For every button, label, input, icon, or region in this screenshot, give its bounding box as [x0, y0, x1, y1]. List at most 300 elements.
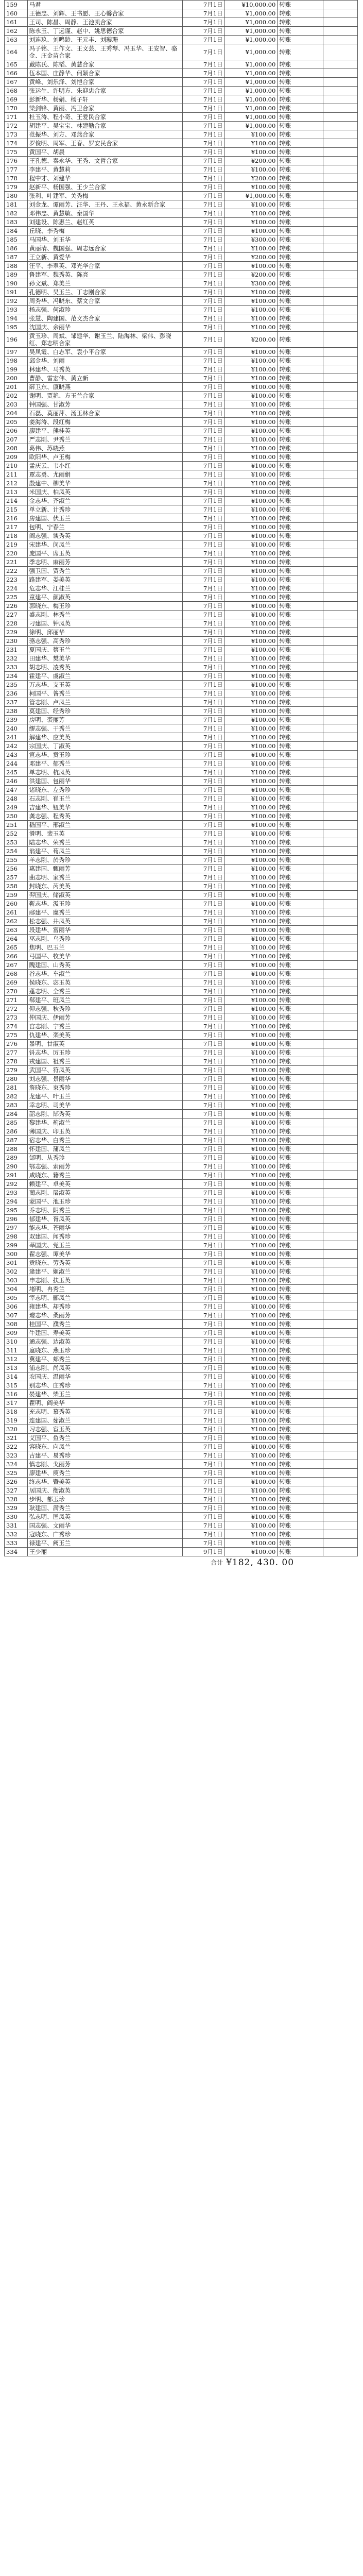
row-number: 286 [5, 1127, 28, 1136]
row-number: 314 [5, 1372, 28, 1381]
donation-amount: ¥100.00 [224, 1495, 278, 1504]
payment-method: 转账 [278, 157, 323, 165]
donor-names: 石志刚、崔玉兰 [27, 794, 182, 803]
blank-cell [323, 891, 358, 900]
blank-cell [323, 926, 358, 935]
donor-names: 逄建平、姬淑兰 [27, 1267, 182, 1276]
donor-names: 弘志明、匡凤英 [27, 1513, 182, 1521]
donation-date: 7月1日 [182, 1189, 224, 1197]
donation-date: 7月1日 [182, 540, 224, 549]
payment-method: 转账 [278, 1075, 323, 1083]
donation-date: 7月1日 [182, 602, 224, 611]
table-row [5, 1425, 358, 1434]
donation-amount: ¥100.00 [224, 435, 278, 444]
row-number: 316 [5, 1390, 28, 1399]
blank-cell [323, 558, 358, 567]
table-row [5, 777, 358, 786]
donor-names: 龚志强、程秀英 [27, 812, 182, 821]
blank-cell [323, 1224, 358, 1232]
blank-cell [323, 847, 358, 856]
blank-cell [323, 427, 358, 435]
blank-cell [323, 1092, 358, 1101]
donation-amount: ¥100.00 [224, 514, 278, 523]
blank-cell [323, 575, 358, 584]
payment-method: 转账 [278, 689, 323, 698]
blank-cell [323, 157, 358, 165]
row-number: 200 [5, 374, 28, 383]
table-row [5, 104, 358, 113]
payment-method: 转账 [278, 584, 323, 593]
row-number: 260 [5, 900, 28, 908]
donation-date: 7月1日 [182, 262, 224, 270]
blank-cell [323, 262, 358, 270]
payment-method: 转账 [278, 1162, 323, 1171]
payment-method: 转账 [278, 926, 323, 935]
donation-date: 7月1日 [182, 1206, 224, 1215]
payment-method: 转账 [278, 987, 323, 996]
row-number: 228 [5, 619, 28, 628]
table-row [5, 619, 358, 628]
table-row [5, 900, 358, 908]
donation-amount: ¥100.00 [224, 1118, 278, 1127]
row-number: 288 [5, 1145, 28, 1154]
blank-cell [323, 1197, 358, 1206]
donation-amount: ¥100.00 [224, 593, 278, 602]
payment-method: 转账 [278, 1250, 323, 1259]
blank-cell [323, 1241, 358, 1250]
donation-date: 7月1日 [182, 374, 224, 383]
donation-date: 7月1日 [182, 1215, 224, 1224]
row-number: 292 [5, 1180, 28, 1189]
donation-amount: ¥100.00 [224, 470, 278, 479]
donor-names: 刘连玖、刘鸣龄、王元丰、刘璇珊 [27, 36, 182, 44]
donor-names: 柯国平、昝秀兰 [27, 689, 182, 698]
payment-method: 转账 [278, 95, 323, 104]
row-number: 282 [5, 1092, 28, 1101]
table-row [5, 183, 358, 192]
row-number: 251 [5, 821, 28, 829]
table-row [5, 838, 358, 847]
donor-names: 耿建国、满秀兰 [27, 1504, 182, 1513]
row-number: 231 [5, 646, 28, 654]
payment-method: 转账 [278, 978, 323, 987]
row-number: 234 [5, 672, 28, 681]
donation-amount: ¥100.00 [224, 742, 278, 751]
donor-names: 解建华、应美英 [27, 733, 182, 742]
row-number: 160 [5, 9, 28, 18]
donation-date: 7月1日 [182, 1022, 224, 1031]
donation-date: 7月1日 [182, 619, 224, 628]
row-number: 250 [5, 812, 28, 821]
donation-date: 7月1日 [182, 1416, 224, 1425]
row-number: 216 [5, 514, 28, 523]
donation-amount: ¥100.00 [224, 1320, 278, 1329]
donor-names: 徐明、邱丽华 [27, 628, 182, 637]
donation-date: 7月1日 [182, 1075, 224, 1083]
row-number: 327 [5, 1486, 28, 1495]
payment-method: 转账 [278, 1329, 323, 1337]
blank-cell [323, 803, 358, 812]
donor-names: 季志明、麻丽芳 [27, 558, 182, 567]
payment-method: 转账 [278, 297, 323, 306]
donation-date: 7月1日 [182, 1171, 224, 1180]
payment-method: 转账 [278, 1197, 323, 1206]
donation-amount: ¥100.00 [224, 1364, 278, 1372]
blank-cell [323, 1302, 358, 1311]
table-row [5, 253, 358, 262]
table-row [5, 1460, 358, 1469]
payment-method: 转账 [278, 227, 323, 235]
donor-names: 居国庆、衡淑英 [27, 1486, 182, 1495]
row-number: 276 [5, 1040, 28, 1048]
donation-date: 7月1日 [182, 943, 224, 952]
blank-cell [323, 470, 358, 479]
table-row [5, 1048, 358, 1057]
blank-cell [323, 733, 358, 742]
table-row [5, 1320, 358, 1329]
total-spacer [27, 1556, 182, 1569]
table-row [5, 244, 358, 253]
donation-date: 7月1日 [182, 36, 224, 44]
payment-method: 转账 [278, 1548, 323, 1556]
table-row [5, 1399, 358, 1408]
payment-method: 转账 [278, 900, 323, 908]
donor-names: 童建平、颜淑英 [27, 593, 182, 602]
blank-cell [323, 1469, 358, 1478]
payment-method: 转账 [278, 192, 323, 200]
payment-method: 转账 [278, 838, 323, 847]
donor-names: 段建华、富丽华 [27, 926, 182, 935]
payment-method: 转账 [278, 865, 323, 873]
table-row [5, 1145, 358, 1154]
row-number: 223 [5, 575, 28, 584]
donation-amount: ¥1,000.00 [224, 192, 278, 200]
row-number: 302 [5, 1267, 28, 1276]
donation-amount: ¥1,000.00 [224, 104, 278, 113]
row-number: 201 [5, 383, 28, 392]
table-row [5, 1513, 358, 1521]
payment-method: 转账 [278, 540, 323, 549]
donor-names: 洪建国、包丽华 [27, 777, 182, 786]
donor-names: 牛建国、寿美英 [27, 1329, 182, 1337]
donor-names: 詹晓东、束秀珍 [27, 1083, 182, 1092]
blank-cell [323, 602, 358, 611]
table-row [5, 1478, 358, 1486]
blank-cell [323, 192, 358, 200]
donor-names: 雍建华、却秀珍 [27, 1302, 182, 1311]
total-row [5, 1556, 358, 1569]
donor-names: 刘志强、景丽华 [27, 1075, 182, 1083]
payment-method: 转账 [278, 961, 323, 970]
donation-amount: ¥100.00 [224, 1241, 278, 1250]
donation-date: 7月1日 [182, 891, 224, 900]
row-number: 202 [5, 392, 28, 400]
payment-method: 转账 [278, 672, 323, 681]
donation-date: 7月1日 [182, 900, 224, 908]
row-number: 241 [5, 733, 28, 742]
donation-amount: ¥100.00 [224, 549, 278, 558]
blank-cell [323, 540, 358, 549]
donation-amount: ¥1,000.00 [224, 87, 278, 95]
blank-cell [323, 1478, 358, 1486]
payment-method: 转账 [278, 786, 323, 794]
donation-date: 7月1日 [182, 18, 224, 27]
row-number: 295 [5, 1206, 28, 1215]
row-number: 193 [5, 306, 28, 314]
row-number: 225 [5, 593, 28, 602]
payment-method: 转账 [278, 1118, 323, 1127]
payment-method: 转账 [278, 332, 323, 348]
payment-method: 转账 [278, 943, 323, 952]
row-number: 226 [5, 602, 28, 611]
table-row [5, 409, 358, 418]
payment-method: 转账 [278, 751, 323, 759]
blank-cell [323, 183, 358, 192]
donation-amount: ¥100.00 [224, 786, 278, 794]
table-row [5, 1101, 358, 1110]
donation-date: 7月1日 [182, 1083, 224, 1092]
donation-amount: ¥100.00 [224, 297, 278, 306]
row-number: 167 [5, 78, 28, 87]
donation-amount: ¥100.00 [224, 1329, 278, 1337]
total-label: 合计 [211, 1559, 223, 1566]
donation-date: 7月1日 [182, 1224, 224, 1232]
donation-date: 7月1日 [182, 1259, 224, 1267]
donation-date: 7月1日 [182, 1390, 224, 1399]
donation-amount: ¥100.00 [224, 724, 278, 733]
row-number: 210 [5, 462, 28, 470]
donation-date: 7月1日 [182, 148, 224, 157]
table-row [5, 470, 358, 479]
blank-cell [323, 122, 358, 130]
donation-amount: ¥100.00 [224, 1408, 278, 1416]
donation-amount: ¥100.00 [224, 926, 278, 935]
table-row [5, 9, 358, 18]
donor-names: 隗建国、山秀英 [27, 961, 182, 970]
donation-date: 7月1日 [182, 1451, 224, 1460]
donation-amount: ¥200.00 [224, 174, 278, 183]
donation-date: 7月1日 [182, 663, 224, 672]
donation-amount: ¥200.00 [224, 157, 278, 165]
row-number: 247 [5, 786, 28, 794]
row-number: 330 [5, 1513, 28, 1521]
donation-date: 7月1日 [182, 505, 224, 514]
donor-names: 松志强、井凤英 [27, 917, 182, 926]
table-row [5, 78, 358, 87]
payment-method: 转账 [278, 716, 323, 724]
donor-names: 侯晓东、宓玉英 [27, 978, 182, 987]
payment-method: 转账 [278, 288, 323, 297]
donor-names: 单立新、计秀珍 [27, 505, 182, 514]
row-number: 218 [5, 532, 28, 540]
payment-method: 转账 [278, 1101, 323, 1110]
donor-names: 单志明、杭凤英 [27, 768, 182, 777]
donation-date: 7月1日 [182, 165, 224, 174]
donation-amount: ¥100.00 [224, 165, 278, 174]
table-row [5, 1408, 358, 1416]
row-number: 182 [5, 209, 28, 218]
table-row [5, 262, 358, 270]
row-number: 171 [5, 113, 28, 122]
row-number: 262 [5, 917, 28, 926]
table-row [5, 235, 358, 244]
donor-names: 戎建国、祖秀兰 [27, 1057, 182, 1066]
donation-amount: ¥100.00 [224, 1048, 278, 1057]
table-row [5, 1206, 358, 1215]
payment-method: 转账 [278, 742, 323, 751]
donor-names: 路建军、娄美英 [27, 575, 182, 584]
donation-amount: ¥1,000.00 [224, 113, 278, 122]
blank-cell [323, 1285, 358, 1294]
donor-names: 容晓东、向凤兰 [27, 1443, 182, 1451]
blank-cell [323, 1416, 358, 1425]
donation-date: 7月1日 [182, 479, 224, 488]
row-number: 285 [5, 1118, 28, 1127]
donation-amount: ¥100.00 [224, 558, 278, 567]
donor-names: 郭晓东、梅玉珍 [27, 602, 182, 611]
donation-amount: ¥100.00 [224, 654, 278, 663]
donor-names: 蔺志刚、屠淑英 [27, 1189, 182, 1197]
payment-method: 转账 [278, 139, 323, 148]
row-number: 275 [5, 1031, 28, 1040]
table-row [5, 1224, 358, 1232]
payment-method: 转账 [278, 1302, 323, 1311]
donation-amount: ¥100.00 [224, 1486, 278, 1495]
donation-amount: ¥100.00 [224, 794, 278, 803]
payment-method: 转账 [278, 218, 323, 227]
donor-names: 刘金龙、谭丽芳、汪华、王丹、王永福、黄永新合家 [27, 200, 182, 209]
donor-names: 寇晓东、广秀珍 [27, 1530, 182, 1539]
payment-method: 转账 [278, 365, 323, 374]
donor-names: 房建国、伏玉兰 [27, 514, 182, 523]
payment-method: 转账 [278, 1005, 323, 1013]
blank-cell [323, 1425, 358, 1434]
donation-date: 7月1日 [182, 961, 224, 970]
blank-cell [323, 961, 358, 970]
donation-amount: ¥100.00 [224, 262, 278, 270]
blank-cell [323, 812, 358, 821]
donation-date: 7月1日 [182, 838, 224, 847]
blank-cell [323, 1320, 358, 1329]
donor-names: 郗建平、班凤兰 [27, 996, 182, 1005]
donation-date: 7月1日 [182, 1425, 224, 1434]
donor-names: 戴陈氏、陈韬、黄慧合家 [27, 60, 182, 69]
table-row [5, 1294, 358, 1302]
table-row [5, 803, 358, 812]
payment-method: 转账 [278, 935, 323, 943]
table-row [5, 400, 358, 409]
table-row [5, 192, 358, 200]
donation-date: 7月1日 [182, 1530, 224, 1539]
row-number: 256 [5, 865, 28, 873]
donation-date: 7月1日 [182, 1320, 224, 1329]
donation-date: 7月1日 [182, 812, 224, 821]
row-number: 164 [5, 44, 28, 60]
blank-cell [323, 865, 358, 873]
donor-names: 田建华、樊美华 [27, 654, 182, 663]
table-row [5, 1469, 358, 1478]
row-number: 333 [5, 1539, 28, 1548]
table-row [5, 1083, 358, 1092]
donation-date: 7月1日 [182, 803, 224, 812]
table-row [5, 593, 358, 602]
row-number: 255 [5, 856, 28, 865]
payment-method: 转账 [278, 69, 323, 78]
payment-method: 转账 [278, 348, 323, 357]
donation-amount: ¥100.00 [224, 139, 278, 148]
table-row [5, 218, 358, 227]
donor-names: 武国平、符凤英 [27, 1066, 182, 1075]
row-number: 161 [5, 18, 28, 27]
table-row [5, 297, 358, 306]
donation-amount: ¥100.00 [224, 374, 278, 383]
donation-date: 7月1日 [182, 865, 224, 873]
donation-date: 7月1日 [182, 1329, 224, 1337]
donation-date: 7月1日 [182, 235, 224, 244]
donation-amount: ¥100.00 [224, 961, 278, 970]
blank-cell [323, 1031, 358, 1040]
donation-date: 7月1日 [182, 122, 224, 130]
donation-amount: ¥100.00 [224, 891, 278, 900]
payment-method: 转账 [278, 882, 323, 891]
row-number: 294 [5, 1197, 28, 1206]
donation-amount: ¥100.00 [224, 227, 278, 235]
donation-amount: ¥100.00 [224, 768, 278, 777]
donation-amount: ¥100.00 [224, 1022, 278, 1031]
table-row [5, 462, 358, 470]
blank-cell [323, 970, 358, 978]
donation-amount: ¥100.00 [224, 1390, 278, 1399]
table-row [5, 1267, 358, 1276]
payment-method: 转账 [278, 148, 323, 157]
blank-cell [323, 444, 358, 453]
donor-names: 宰志明、郦凤兰 [27, 1294, 182, 1302]
donation-amount: ¥100.00 [224, 209, 278, 218]
donation-amount: ¥100.00 [224, 1101, 278, 1110]
donation-date: 7月1日 [182, 970, 224, 978]
donor-names: 嵇国平、邢淑兰 [27, 821, 182, 829]
donation-amount: ¥1,000.00 [224, 122, 278, 130]
payment-method: 转账 [278, 1460, 323, 1469]
payment-method: 转账 [278, 1478, 323, 1486]
table-row [5, 1162, 358, 1171]
donation-amount: ¥100.00 [224, 1469, 278, 1478]
donation-date: 7月1日 [182, 733, 224, 742]
payment-method: 转账 [278, 1504, 323, 1513]
donor-names: 廖建华、庾秀兰 [27, 1469, 182, 1478]
payment-method: 转账 [278, 575, 323, 584]
donor-names: 国志强、文丽华 [27, 1521, 182, 1530]
table-row [5, 751, 358, 759]
donation-amount: ¥100.00 [224, 479, 278, 488]
donation-date: 7月1日 [182, 1302, 224, 1311]
donor-names: 黄峰、刘乐泽、刘恺合家 [27, 78, 182, 87]
row-number: 257 [5, 873, 28, 882]
donation-amount: ¥100.00 [224, 1355, 278, 1364]
donation-date: 7月1日 [182, 1504, 224, 1513]
donation-amount: ¥1,000.00 [224, 36, 278, 44]
payment-method: 转账 [278, 1, 323, 9]
row-number: 211 [5, 470, 28, 479]
payment-method: 转账 [278, 1145, 323, 1154]
payment-method: 转账 [278, 262, 323, 270]
payment-method: 转账 [278, 279, 323, 288]
table-row [5, 1302, 358, 1311]
blank-cell [323, 392, 358, 400]
payment-method: 转账 [278, 1189, 323, 1197]
donation-amount: ¥1,000.00 [224, 95, 278, 104]
donation-amount: ¥100.00 [224, 759, 278, 768]
